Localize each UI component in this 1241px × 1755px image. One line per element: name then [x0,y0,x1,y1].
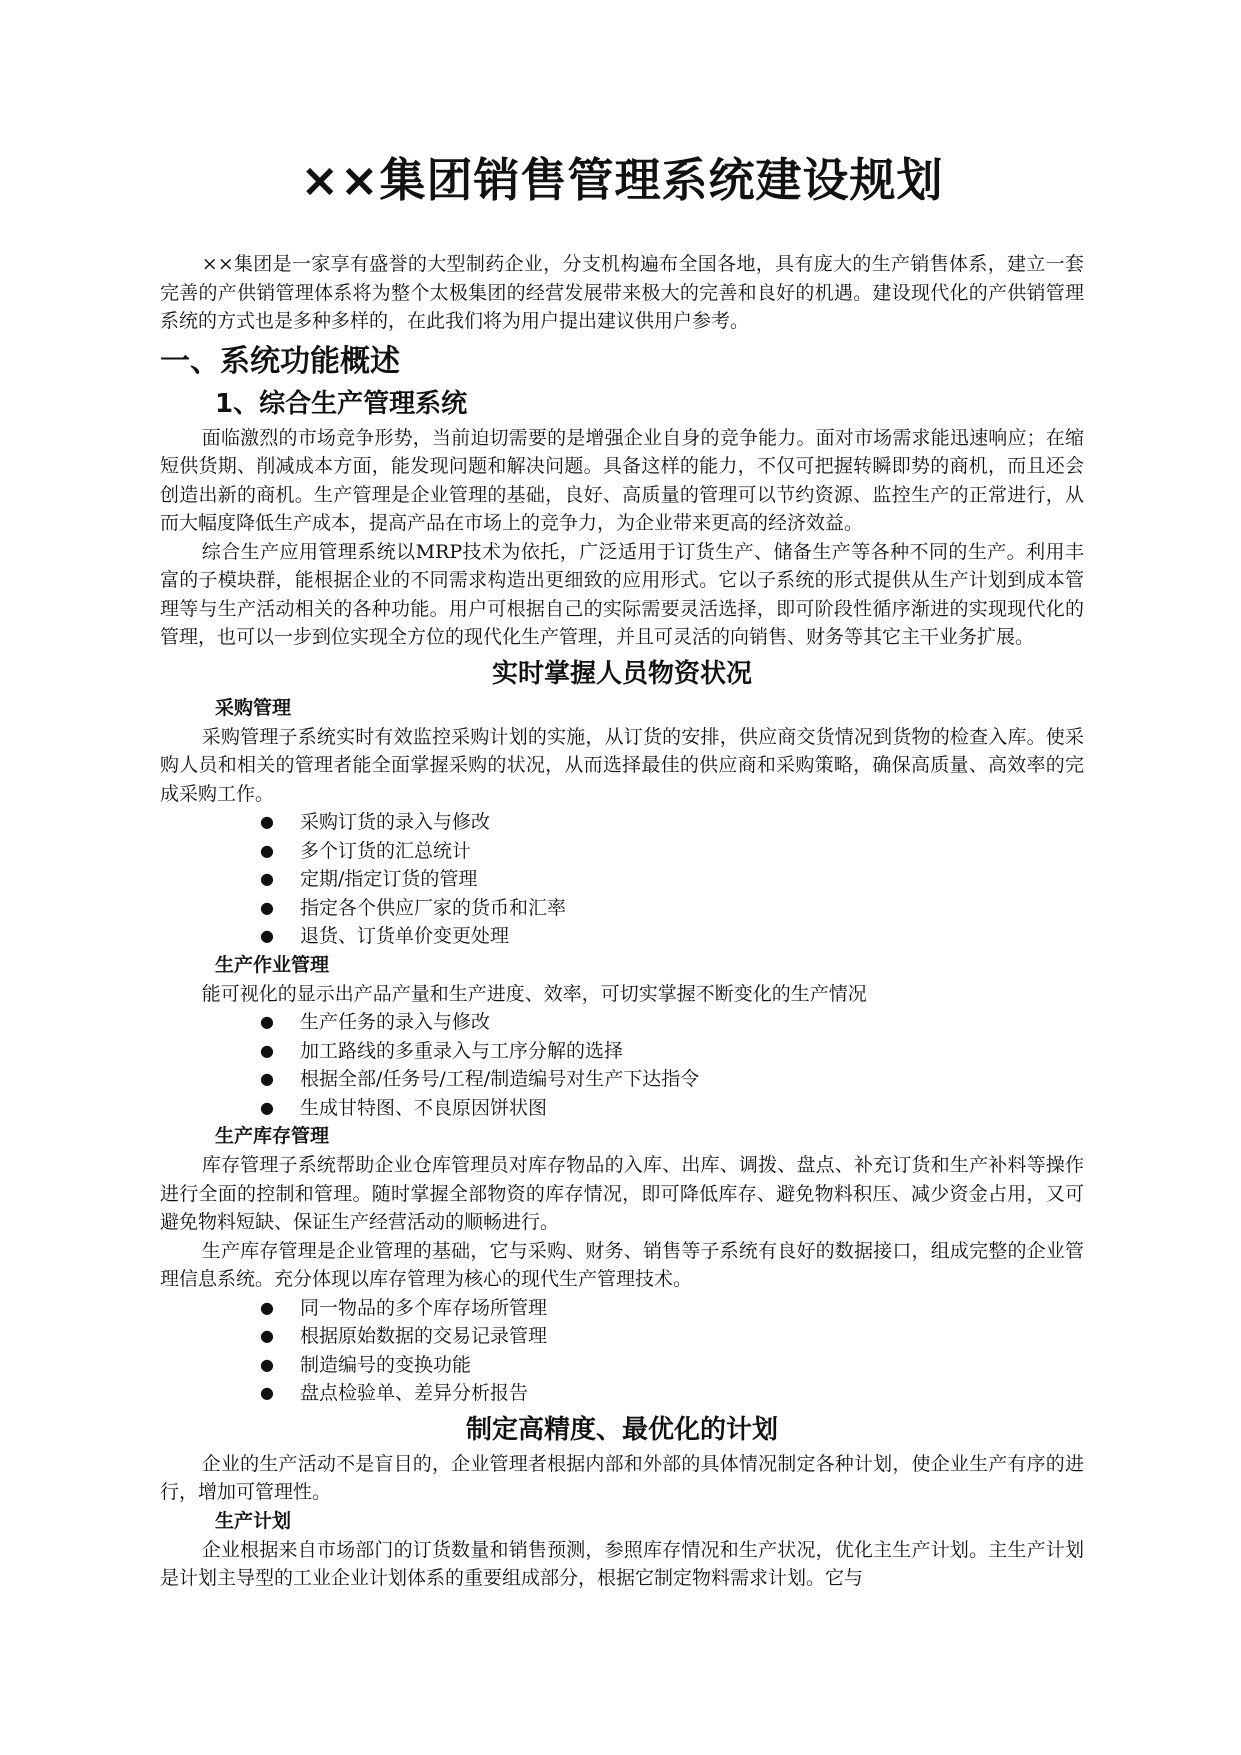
list-item: ● 同一物品的多个库存场所管理 [260,1294,1084,1323]
list-item: ● 根据原始数据的交易记录管理 [260,1322,1084,1351]
block-heading: 实时掌握人员物资状况 [491,658,752,689]
bullet-icon: ● [260,1383,274,1402]
list-item: ● 加工路线的多重录入与工序分解的选择 [260,1037,1084,1066]
bullet-icon: ● [260,1069,274,1088]
paragraph: 采购管理子系统实时有效监控采购计划的实施，从订货的安排，供应商交货情况到货物的检查入库。使采购人员和相关的管理者能全面掌握采购的状况，从而选择最佳的供应商和采购策略，确保高质量、高效率的完成采购工作。 [160,725,1084,805]
minor-heading: 生产计划 [215,1509,292,1532]
section-heading: 一、系统功能概述 [160,343,400,379]
list-item: ● 采购订货的录入与修改 [260,808,1084,837]
block-heading: 制定高精度、最优化的计划 [465,1414,778,1445]
list-item: ● 定期/指定订货的管理 [260,865,1084,894]
minor-heading: 采购管理 [215,696,292,719]
paragraph: 生产库存管理是企业管理的基础，它与采购、财务、销售等子系统有良好的数据接口，组成完整的企业管理信息系统。充分体现以库存管理为核心的现代生产管理技术。 [160,1239,1084,1290]
bullet-icon: ● [260,1097,274,1117]
minor-heading: 生产库存管理 [215,1125,330,1147]
document-title: ××集团销售管理系统建设规划 [300,153,944,207]
list-item: ● 生产任务的录入与修改 [260,1008,1084,1037]
paragraph: 能可视化的显示出产品产量和生产进度、效率，可切实掌握不断变化的生产情况 [201,982,867,1005]
bullet-icon: ● [260,926,274,945]
list-item: ● 根据全部/任务号/工程/制造编号对生产下达指令 [260,1065,1084,1094]
minor-heading: 生产作业管理 [215,953,330,976]
list-item: ● 生成甘特图、不良原因饼状图 [260,1094,1084,1123]
intro-paragraph: ××集团是一家享有盛誉的大型制药企业，分支机构遍布全国各地，具有庞大的生产销售体系，建立一套完善的产供销管理体系将为整个太极集团的经营发展带来极大的完善和良好的机遇。建设现代化的产供销管理系统的方式也是多种多样的，在此我们将为用户提出建议供用户参考。 [160,253,1084,332]
bullet-icon: ● [260,840,274,860]
paragraph: 企业根据来自市场部门的订货数量和销售预测，参照库存情况和生产状况，优化主生产计划。主生产计划是计划主导型的工业企业计划体系的重要组成部分，根据它制定物料需求计划。它与 [160,1538,1084,1589]
bullet-icon: ● [260,1040,274,1060]
list-item: ● 盘点检验单、差异分析报告 [260,1379,1084,1408]
list-item: ● 指定各个供应厂家的货币和汇率 [260,894,1084,923]
bullet-icon: ● [260,897,274,917]
paragraph: 企业的生产活动不是盲目的，企业管理者根据内部和外部的具体情况制定各种计划，使企业生产有序的进行，增加可管理性。 [160,1452,1084,1503]
list-item: ● 退货、订货单价变更处理 [260,922,1084,951]
paragraph: 库存管理子系统帮助企业仓库管理员对库存物品的入库、出库、调拨、盘点、补充订货和生产补料等操作进行全面的控制和管理。随时掌握全部物资的库存情况，即可降低库存、避免物料积压、减少资金占用，又可避免物料短缺、保证生产经营活动的顺畅进行。 [160,1154,1084,1233]
bullet-icon: ● [260,869,274,888]
bullet-list [160,1008,1084,1122]
bullet-icon: ● [260,1012,274,1031]
bullet-icon: ● [260,1326,274,1345]
bullet-list [160,1294,1084,1408]
paragraph: 综合生产应用管理系统以MRP技术为依托，广泛适用于订货生产、储备生产等各种不同的生产。利用丰富的子模块群，能根据企业的不同需求构造出更细致的应用形式。它以子系统的形式提供从生产计划到成本管理等与生产活动相关的各种功能。用户可根据自己的实际需要灵活选择，即可阶段性循序渐进的实现现代化的管理，也可以一步到位实现全方位的现代化生产管理，并且可灵活的向销售、财务等其它主干业务扩展。 [160,540,1084,648]
list-item: ● 制造编号的变换功能 [260,1351,1084,1380]
paragraph: 面临激烈的市场竞争形势，当前迫切需要的是增强企业自身的竞争能力。面对市场需求能迅速响应；在缩短供货期、削减成本方面，能发现问题和解决问题。具备这样的能力，不仅可把握转瞬即势的商机，而且还会创造出新的商机。生产管理是企业管理的基础，良好、高质量的管理可以节约资源、监控生产的正常进行，从而大幅度降低生产成本，提高产品在市场上的竞争力，为企业带来更高的经济效益。 [160,426,1084,534]
bullet-icon: ● [260,812,274,831]
document-page [160,150,1084,1593]
bullet-icon: ● [260,1354,274,1374]
subsection-heading: 1、综合生产管理系统 [215,388,468,419]
bullet-icon: ● [260,1297,274,1317]
bullet-list [160,808,1084,951]
list-item: ● 多个订货的汇总统计 [260,837,1084,866]
